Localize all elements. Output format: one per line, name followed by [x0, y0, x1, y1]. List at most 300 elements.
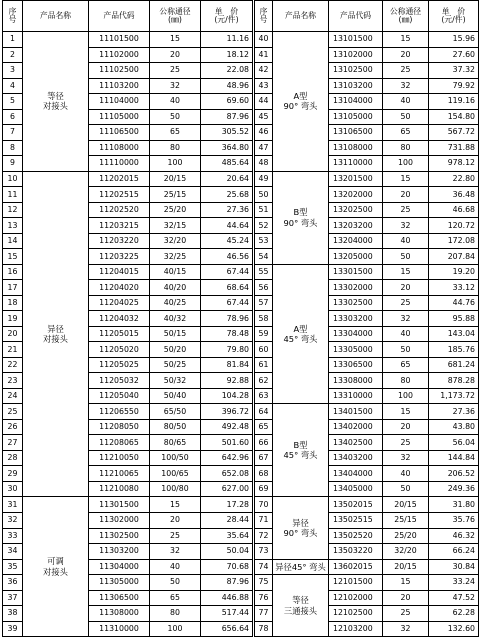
seq-cell: 72 — [255, 528, 273, 544]
seq-cell: 78 — [255, 621, 273, 637]
unit-price-cell: 17.28 — [201, 497, 253, 513]
product-code-cell: 13106500 — [329, 125, 383, 141]
unit-price-cell: 87.96 — [201, 109, 253, 125]
product-name-line1: 等径 — [47, 90, 64, 101]
unit-price-cell: 44.64 — [201, 218, 253, 234]
product-code-cell: 11105000 — [89, 109, 150, 125]
product-name-cell — [273, 559, 329, 575]
unit-price-cell: 22.80 — [429, 171, 479, 187]
seq-cell: 14 — [3, 233, 23, 249]
product-code-cell: 11102500 — [89, 63, 150, 79]
unit-price-cell: 364.80 — [201, 140, 253, 156]
seq-cell: 18 — [3, 295, 23, 311]
product-name-cell — [23, 32, 89, 172]
unit-price-cell: 652.08 — [201, 466, 253, 482]
product-name-line1: 异径 — [47, 323, 64, 334]
product-code-cell: 11203220 — [89, 233, 150, 249]
unit-price-cell: 78.96 — [201, 311, 253, 327]
product-code-cell: 13502520 — [329, 528, 383, 544]
diameter-cell: 32 — [383, 311, 429, 327]
product-code-cell: 13102500 — [329, 63, 383, 79]
unit-price-cell: 249.36 — [429, 481, 479, 497]
product-code-cell: 11204032 — [89, 311, 150, 327]
product-code-cell: 11301500 — [89, 497, 150, 513]
seq-cell: 49 — [255, 171, 273, 187]
unit-price-cell: 567.72 — [429, 125, 479, 141]
product-code-cell: 11202520 — [89, 202, 150, 218]
product-name-line1: 异径 — [292, 517, 309, 528]
seq-cell: 58 — [255, 311, 273, 327]
header-code: 产品代码 — [89, 1, 150, 32]
unit-price-cell: 731.88 — [429, 140, 479, 156]
seq-cell: 3 — [3, 63, 23, 79]
product-name-line1: B型 — [293, 207, 308, 218]
seq-cell: 29 — [3, 466, 23, 482]
header-seq — [3, 1, 23, 32]
product-name-line2: 45° 弯头 — [283, 450, 318, 461]
product-name-cell — [273, 32, 329, 172]
product-code-cell: 12101500 — [329, 575, 383, 591]
product-name-line2: 45° 弯头 — [283, 334, 318, 345]
unit-price-cell: 33.12 — [429, 280, 479, 296]
product-name-line1: B型 — [293, 440, 308, 451]
unit-price-cell: 656.64 — [201, 621, 253, 637]
header-seq-line2: 号 — [8, 15, 17, 24]
unit-price-cell: 978.12 — [429, 156, 479, 172]
unit-price-cell: 50.04 — [201, 544, 253, 560]
product-code-cell: 11103200 — [89, 78, 150, 94]
product-code-cell: 11108000 — [89, 140, 150, 156]
product-code-cell: 11210080 — [89, 481, 150, 497]
seq-cell: 23 — [3, 373, 23, 389]
unit-price-cell: 305.52 — [201, 125, 253, 141]
product-name-line1: 等径 — [292, 595, 309, 606]
seq-cell: 53 — [255, 233, 273, 249]
diameter-cell: 40/25 — [150, 295, 201, 311]
diameter-cell: 65 — [150, 590, 201, 606]
seq-cell: 31 — [3, 497, 23, 513]
unit-price-cell: 27.36 — [429, 404, 479, 420]
diameter-cell: 100 — [383, 156, 429, 172]
unit-price-cell: 27.36 — [201, 202, 253, 218]
unit-price-cell: 28.44 — [201, 512, 253, 528]
product-code-cell: 13108000 — [329, 140, 383, 156]
diameter-cell: 50/40 — [150, 388, 201, 404]
product-code-cell: 11204020 — [89, 280, 150, 296]
diameter-cell: 50 — [150, 109, 201, 125]
product-code-cell: 11205032 — [89, 373, 150, 389]
diameter-cell: 50 — [150, 575, 201, 591]
diameter-cell: 50 — [383, 481, 429, 497]
seq-cell: 54 — [255, 249, 273, 265]
seq-cell: 68 — [255, 466, 273, 482]
product-code-cell: 13402500 — [329, 435, 383, 451]
seq-cell: 20 — [3, 326, 23, 342]
product-code-cell: 11210050 — [89, 450, 150, 466]
header-seq-line1: 序 — [259, 7, 268, 17]
header-seq-line2: 号 — [259, 15, 268, 24]
seq-cell: 16 — [3, 264, 23, 280]
unit-price-cell: 33.24 — [429, 575, 479, 591]
unit-price-cell: 681.24 — [429, 357, 479, 373]
product-name-line2: 90° 弯头 — [283, 528, 318, 538]
diameter-cell: 100 — [150, 156, 201, 172]
price-table-left — [2, 0, 253, 637]
product-code-cell: 11102000 — [89, 47, 150, 63]
seq-cell: 67 — [255, 450, 273, 466]
unit-price-cell: 15.96 — [429, 32, 479, 48]
unit-price-cell: 48.96 — [201, 78, 253, 94]
diameter-cell: 25/15 — [150, 187, 201, 203]
unit-price-cell: 22.08 — [201, 63, 253, 79]
diameter-cell: 40 — [383, 326, 429, 342]
product-code-cell: 13405000 — [329, 481, 383, 497]
diameter-cell: 15 — [383, 264, 429, 280]
unit-price-cell: 172.08 — [429, 233, 479, 249]
diameter-cell: 25/15 — [383, 512, 429, 528]
product-code-cell: 11202515 — [89, 187, 150, 203]
product-code-cell: 13103200 — [329, 78, 383, 94]
diameter-cell: 32 — [383, 78, 429, 94]
header-price-line2: (元/件) — [441, 15, 466, 24]
table-row — [3, 497, 253, 513]
unit-price-cell: 132.60 — [429, 621, 479, 637]
seq-cell: 65 — [255, 419, 273, 435]
product-code-cell: 11305000 — [89, 575, 150, 591]
unit-price-cell: 27.60 — [429, 47, 479, 63]
diameter-cell: 20 — [383, 280, 429, 296]
seq-cell: 60 — [255, 342, 273, 358]
unit-price-cell: 30.84 — [429, 559, 479, 575]
seq-cell: 61 — [255, 357, 273, 373]
product-name-line1: 异径45° 弯头 — [275, 561, 326, 572]
seq-cell: 71 — [255, 512, 273, 528]
seq-cell: 28 — [3, 450, 23, 466]
table-row — [3, 32, 253, 48]
unit-price-cell: 11.16 — [201, 32, 253, 48]
product-name-line1: 可调 — [47, 556, 64, 567]
product-name-cell — [273, 497, 329, 559]
diameter-cell: 100/65 — [150, 466, 201, 482]
product-code-cell: 11204025 — [89, 295, 150, 311]
unit-price-cell: 67.44 — [201, 264, 253, 280]
unit-price-cell: 18.12 — [201, 47, 253, 63]
product-code-cell: 13403200 — [329, 450, 383, 466]
product-code-cell: 13502015 — [329, 497, 383, 513]
unit-price-cell: 62.28 — [429, 606, 479, 622]
seq-cell: 48 — [255, 156, 273, 172]
product-code-cell: 12103200 — [329, 621, 383, 637]
seq-cell: 22 — [3, 357, 23, 373]
product-code-cell: 13305000 — [329, 342, 383, 358]
diameter-cell: 25 — [150, 63, 201, 79]
product-name-cell — [23, 497, 89, 637]
diameter-cell: 32 — [383, 450, 429, 466]
price-table-right — [254, 0, 479, 637]
unit-price-cell: 69.60 — [201, 94, 253, 110]
product-code-cell: 12102500 — [329, 606, 383, 622]
product-code-cell: 11208050 — [89, 419, 150, 435]
table-row — [255, 497, 479, 513]
seq-cell: 13 — [3, 218, 23, 234]
product-name-cell — [23, 171, 89, 497]
diameter-cell: 25 — [150, 528, 201, 544]
seq-cell: 70 — [255, 497, 273, 513]
seq-cell: 1 — [3, 32, 23, 48]
diameter-cell: 65 — [383, 125, 429, 141]
unit-price-cell: 45.24 — [201, 233, 253, 249]
unit-price-cell: 446.88 — [201, 590, 253, 606]
product-code-cell: 13201500 — [329, 171, 383, 187]
unit-price-cell: 35.64 — [201, 528, 253, 544]
product-code-cell: 11205015 — [89, 326, 150, 342]
header-price-line1: 单 价 — [214, 7, 239, 17]
header-code: 产品代码 — [329, 1, 383, 32]
product-name-cell — [273, 264, 329, 404]
seq-cell: 38 — [3, 606, 23, 622]
seq-cell: 52 — [255, 218, 273, 234]
header-diameter — [150, 1, 201, 32]
unit-price-cell: 143.04 — [429, 326, 479, 342]
table-header-row — [3, 1, 253, 32]
diameter-cell: 25 — [383, 606, 429, 622]
header-price — [429, 1, 479, 32]
diameter-cell: 32/25 — [150, 249, 201, 265]
seq-cell: 74 — [255, 559, 273, 575]
diameter-cell: 40 — [150, 559, 201, 575]
unit-price-cell: 37.32 — [429, 63, 479, 79]
diameter-cell: 50/32 — [150, 373, 201, 389]
product-code-cell: 13310000 — [329, 388, 383, 404]
product-code-cell: 11203225 — [89, 249, 150, 265]
diameter-cell: 50/25 — [150, 357, 201, 373]
seq-cell: 76 — [255, 590, 273, 606]
unit-price-cell: 68.64 — [201, 280, 253, 296]
table-row — [255, 559, 479, 575]
diameter-cell: 40 — [383, 466, 429, 482]
product-code-cell: 11205025 — [89, 357, 150, 373]
product-code-cell: 11204015 — [89, 264, 150, 280]
table-header-row — [255, 1, 479, 32]
seq-cell: 75 — [255, 575, 273, 591]
seq-cell: 5 — [3, 94, 23, 110]
diameter-cell: 100/50 — [150, 450, 201, 466]
diameter-cell: 32 — [383, 218, 429, 234]
seq-cell: 24 — [3, 388, 23, 404]
diameter-cell: 20 — [383, 187, 429, 203]
diameter-cell: 65 — [383, 357, 429, 373]
seq-cell: 51 — [255, 202, 273, 218]
seq-cell: 33 — [3, 528, 23, 544]
diameter-cell: 80 — [150, 606, 201, 622]
product-name-line2: 对接头 — [43, 566, 68, 577]
unit-price-cell: 501.60 — [201, 435, 253, 451]
diameter-cell: 20 — [383, 590, 429, 606]
unit-price-cell: 25.68 — [201, 187, 253, 203]
seq-cell: 59 — [255, 326, 273, 342]
table-row — [255, 32, 479, 48]
diameter-cell: 80 — [383, 373, 429, 389]
diameter-cell: 50 — [383, 342, 429, 358]
product-code-cell: 11208065 — [89, 435, 150, 451]
diameter-cell: 25 — [383, 63, 429, 79]
diameter-cell: 40/20 — [150, 280, 201, 296]
product-code-cell: 13401500 — [329, 404, 383, 420]
seq-cell: 41 — [255, 47, 273, 63]
product-code-cell: 11110000 — [89, 156, 150, 172]
product-code-cell: 13302500 — [329, 295, 383, 311]
diameter-cell: 25/20 — [383, 528, 429, 544]
diameter-cell: 80 — [150, 140, 201, 156]
diameter-cell: 80/50 — [150, 419, 201, 435]
header-seq — [255, 1, 273, 32]
seq-cell: 30 — [3, 481, 23, 497]
diameter-cell: 15 — [383, 32, 429, 48]
product-code-cell: 13202500 — [329, 202, 383, 218]
seq-cell: 50 — [255, 187, 273, 203]
diameter-cell: 100 — [383, 388, 429, 404]
product-code-cell: 13104000 — [329, 94, 383, 110]
seq-cell: 64 — [255, 404, 273, 420]
product-code-cell: 13301500 — [329, 264, 383, 280]
seq-cell: 44 — [255, 94, 273, 110]
diameter-cell: 50/15 — [150, 326, 201, 342]
unit-price-cell: 627.00 — [201, 481, 253, 497]
unit-price-cell: 19.20 — [429, 264, 479, 280]
unit-price-cell: 35.76 — [429, 512, 479, 528]
seq-cell: 4 — [3, 78, 23, 94]
product-name-cell — [273, 171, 329, 264]
product-code-cell: 13602015 — [329, 559, 383, 575]
unit-price-cell: 92.88 — [201, 373, 253, 389]
product-code-cell: 13503220 — [329, 544, 383, 560]
seq-cell: 27 — [3, 435, 23, 451]
seq-cell: 15 — [3, 249, 23, 265]
seq-cell: 46 — [255, 125, 273, 141]
seq-cell: 26 — [3, 419, 23, 435]
diameter-cell: 32/20 — [383, 544, 429, 560]
product-name-line1: A型 — [293, 323, 308, 334]
product-code-cell: 11304000 — [89, 559, 150, 575]
seq-cell: 34 — [3, 544, 23, 560]
header-name: 产品名称 — [23, 1, 89, 32]
unit-price-cell: 154.80 — [429, 109, 479, 125]
table-row — [255, 404, 479, 420]
unit-price-cell: 206.52 — [429, 466, 479, 482]
header-price — [201, 1, 253, 32]
diameter-cell: 65/50 — [150, 404, 201, 420]
diameter-cell: 40 — [383, 233, 429, 249]
product-code-cell: 11203215 — [89, 218, 150, 234]
seq-cell: 19 — [3, 311, 23, 327]
diameter-cell: 32/20 — [150, 233, 201, 249]
unit-price-cell: 56.04 — [429, 435, 479, 451]
diameter-cell: 80/65 — [150, 435, 201, 451]
diameter-cell: 50 — [383, 249, 429, 265]
price-list-sheet — [2, 0, 478, 643]
unit-price-cell: 44.76 — [429, 295, 479, 311]
product-code-cell: 13102000 — [329, 47, 383, 63]
product-code-cell: 13303200 — [329, 311, 383, 327]
header-price-line1: 单 价 — [441, 7, 466, 17]
product-code-cell: 13302000 — [329, 280, 383, 296]
seq-cell: 21 — [3, 342, 23, 358]
seq-cell: 7 — [3, 125, 23, 141]
unit-price-cell: 104.28 — [201, 388, 253, 404]
product-code-cell: 13202000 — [329, 187, 383, 203]
unit-price-cell: 120.72 — [429, 218, 479, 234]
seq-cell: 77 — [255, 606, 273, 622]
product-code-cell: 13306500 — [329, 357, 383, 373]
diameter-cell: 20 — [383, 47, 429, 63]
unit-price-cell: 20.64 — [201, 171, 253, 187]
diameter-cell: 20/15 — [150, 171, 201, 187]
seq-cell: 57 — [255, 295, 273, 311]
product-code-cell: 11206550 — [89, 404, 150, 420]
product-code-cell: 11303200 — [89, 544, 150, 560]
product-code-cell: 13105000 — [329, 109, 383, 125]
diameter-cell: 32 — [383, 621, 429, 637]
unit-price-cell: 396.72 — [201, 404, 253, 420]
product-name-line2: 对接头 — [43, 334, 68, 345]
seq-cell: 12 — [3, 202, 23, 218]
table-row — [255, 575, 479, 591]
product-code-cell: 13101500 — [329, 32, 383, 48]
seq-cell: 69 — [255, 481, 273, 497]
diameter-cell: 100 — [150, 621, 201, 637]
diameter-cell: 15 — [383, 575, 429, 591]
seq-cell: 11 — [3, 187, 23, 203]
diameter-cell: 25 — [383, 202, 429, 218]
header-diameter-line2: (㎜) — [168, 15, 182, 24]
seq-cell: 40 — [255, 32, 273, 48]
product-code-cell: 13402000 — [329, 419, 383, 435]
product-name-line2: 90° 弯头 — [283, 217, 318, 228]
diameter-cell: 20 — [150, 512, 201, 528]
seq-cell: 63 — [255, 388, 273, 404]
unit-price-cell: 79.80 — [201, 342, 253, 358]
seq-cell: 17 — [3, 280, 23, 296]
product-name-cell — [273, 575, 329, 637]
unit-price-cell: 78.48 — [201, 326, 253, 342]
header-diameter-line1: 公称通径 — [159, 7, 191, 17]
diameter-cell: 25/20 — [150, 202, 201, 218]
product-code-cell: 13308000 — [329, 373, 383, 389]
unit-price-cell: 144.84 — [429, 450, 479, 466]
unit-price-cell: 81.84 — [201, 357, 253, 373]
product-code-cell: 13404000 — [329, 466, 383, 482]
product-code-cell: 11302500 — [89, 528, 150, 544]
unit-price-cell: 47.52 — [429, 590, 479, 606]
product-code-cell: 11302000 — [89, 512, 150, 528]
header-diameter-line2: (㎜) — [398, 15, 413, 24]
unit-price-cell: 517.44 — [201, 606, 253, 622]
diameter-cell: 20/15 — [383, 559, 429, 575]
diameter-cell: 15 — [150, 32, 201, 48]
product-code-cell: 13205000 — [329, 249, 383, 265]
seq-cell: 2 — [3, 47, 23, 63]
diameter-cell: 80 — [383, 140, 429, 156]
product-name-line2: 对接头 — [43, 101, 68, 112]
product-code-cell: 11205020 — [89, 342, 150, 358]
diameter-cell: 20 — [383, 419, 429, 435]
seq-cell: 45 — [255, 109, 273, 125]
unit-price-cell: 207.84 — [429, 249, 479, 265]
diameter-cell: 15 — [383, 404, 429, 420]
unit-price-cell: 87.96 — [201, 575, 253, 591]
seq-cell: 66 — [255, 435, 273, 451]
unit-price-cell: 79.92 — [429, 78, 479, 94]
